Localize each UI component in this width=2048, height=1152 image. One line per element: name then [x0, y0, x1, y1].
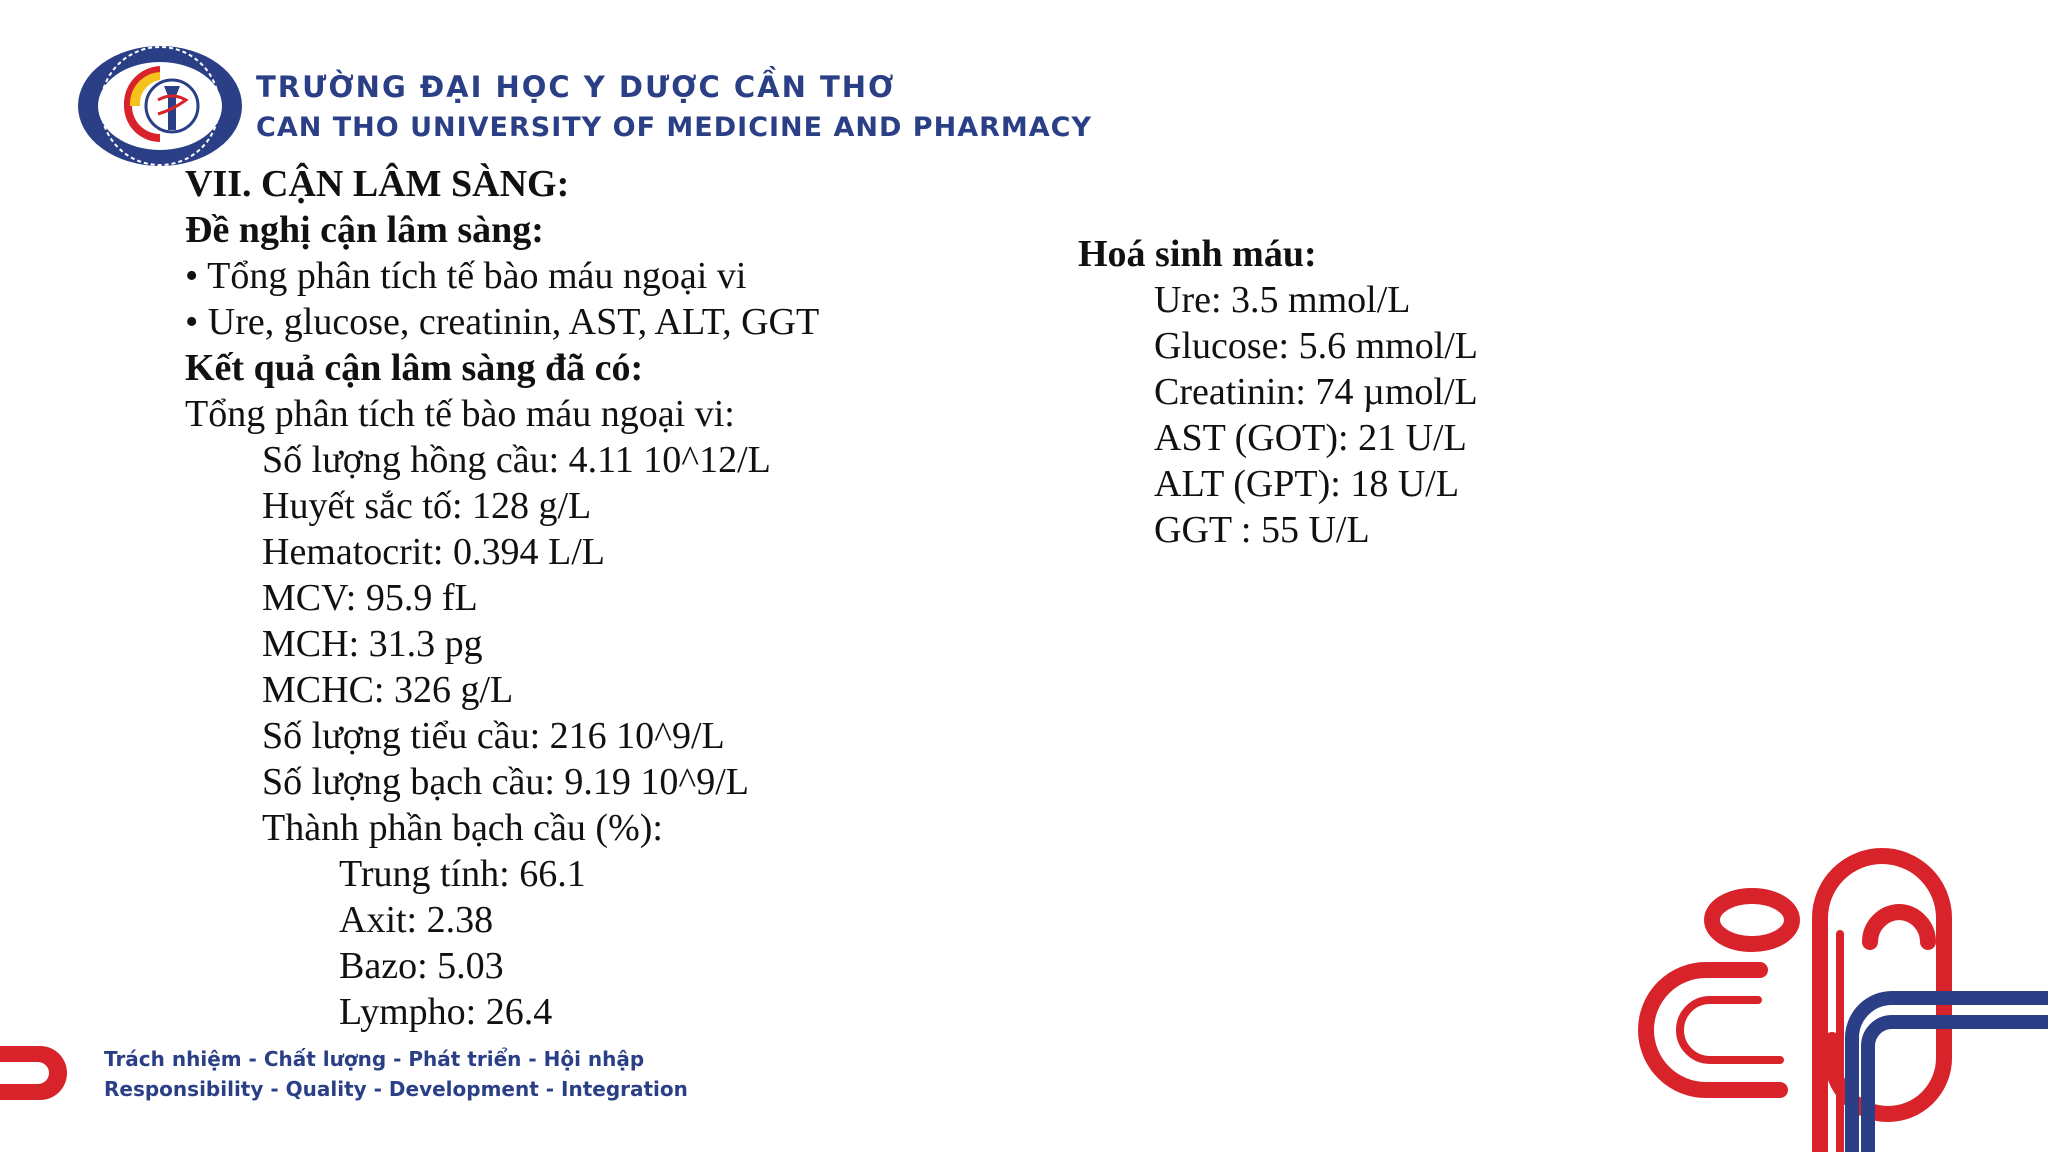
footer-slogan-en: Responsibility - Quality - Development - Integration: [104, 1077, 688, 1101]
cbc-item: MCH: 31.3 pg: [262, 623, 483, 665]
university-name-vn: TRƯỜNG ĐẠI HỌC Y DƯỢC CẦN THƠ: [256, 70, 896, 104]
wbc-item: Bazo: 5.03: [339, 945, 504, 987]
decorative-emblem-icon: [1610, 808, 2048, 1152]
cbc-title: Tổng phân tích tế bào máu ngoại vi:: [185, 393, 735, 435]
footer-accent-icon: [0, 1040, 80, 1106]
proposed-test-item: • Ure, glucose, creatinin, AST, ALT, GGT: [185, 301, 820, 343]
biochem-item: AST (GOT): 21 U/L: [1154, 417, 1467, 459]
cbc-item: Số lượng hồng cầu: 4.11 10^12/L: [262, 439, 771, 481]
cbc-item: Số lượng bạch cầu: 9.19 10^9/L: [262, 761, 750, 803]
footer-slogan-vn: Trách nhiệm - Chất lượng - Phát triển - Hội nhập: [104, 1047, 645, 1071]
proposed-test-item: • Tổng phân tích tế bào máu ngoại vi: [185, 255, 747, 297]
biochem-item: Creatinin: 74 µmol/L: [1154, 371, 1478, 413]
biochem-title: Hoá sinh máu:: [1078, 233, 1317, 275]
biochem-item: ALT (GPT): 18 U/L: [1154, 463, 1460, 505]
cbc-item: MCV: 95.9 fL: [262, 577, 478, 619]
results-title: Kết quả cận lâm sàng đã có:: [185, 347, 644, 389]
biochem-item: Ure: 3.5 mmol/L: [1154, 279, 1411, 321]
wbc-item: Trung tính: 66.1: [339, 853, 586, 895]
cbc-item: MCHC: 326 g/L: [262, 669, 514, 711]
proposed-tests-title: Đề nghị cận lâm sàng:: [185, 209, 544, 251]
cbc-item: Huyết sắc tố: 128 g/L: [262, 485, 592, 527]
cbc-item: Hematocrit: 0.394 L/L: [262, 531, 605, 573]
university-name-en: CAN THO UNIVERSITY OF MEDICINE AND PHARMACY: [256, 112, 1093, 143]
biochem-item: Glucose: 5.6 mmol/L: [1154, 325, 1479, 367]
wbc-item: Lympho: 26.4: [339, 991, 553, 1033]
biochem-item: GGT : 55 U/L: [1154, 509, 1370, 551]
section-title: VII. CẬN LÂM SÀNG:: [185, 163, 570, 205]
wbc-differential-title: Thành phần bạch cầu (%):: [262, 807, 663, 849]
cbc-item: Số lượng tiểu cầu: 216 10^9/L: [262, 715, 725, 757]
university-seal-icon: [76, 44, 244, 168]
wbc-item: Axit: 2.38: [339, 899, 494, 941]
